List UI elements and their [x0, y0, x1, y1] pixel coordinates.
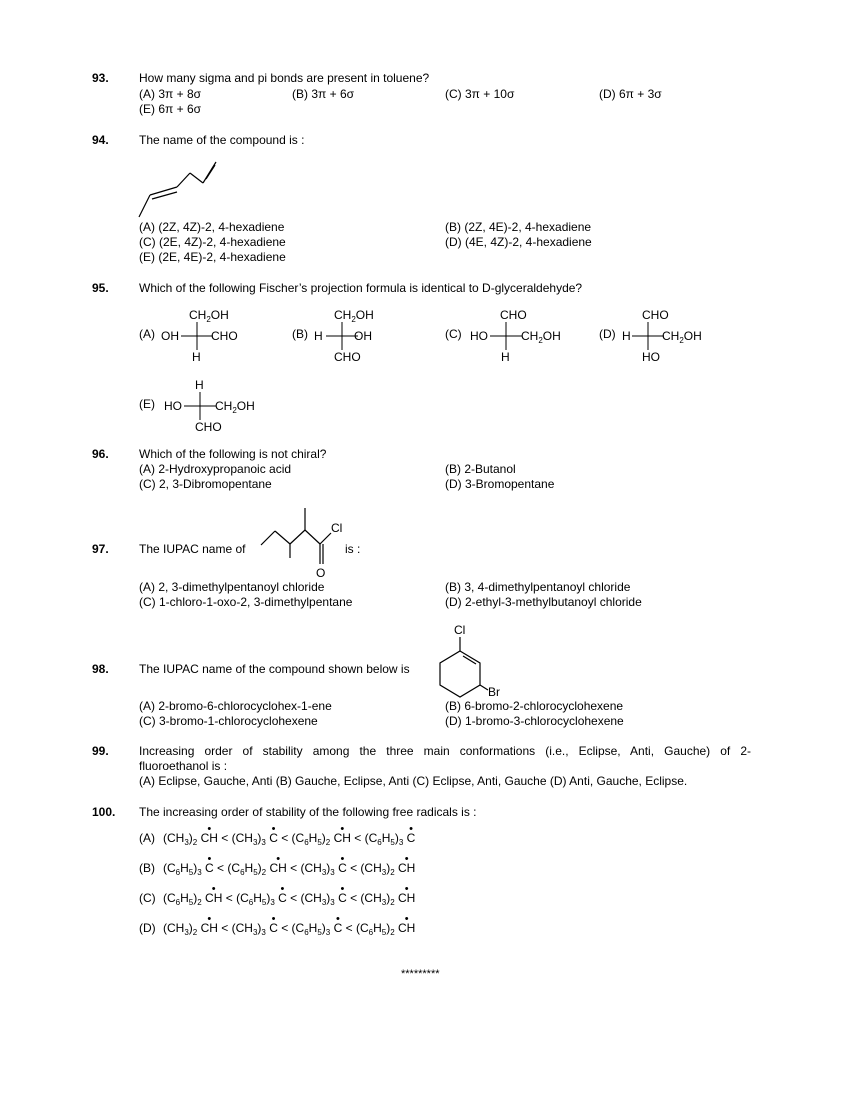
q100-number: 100. — [92, 805, 116, 819]
q94-option-c: (C) (2E, 4Z)-2, 4-hexadiene — [139, 235, 286, 249]
q98-option-a: (A) 2-bromo-6-chlorocyclohex-1-ene — [139, 699, 332, 713]
q94-option-e: (E) (2E, 4E)-2, 4-hexadiene — [139, 250, 286, 264]
q99-number: 99. — [92, 744, 109, 758]
q93-option-d: (D) 6π + 3σ — [599, 87, 662, 101]
q98-option-d: (D) 1-bromo-3-chlorocyclohexene — [445, 714, 624, 728]
radical-term: $(C_6H_5)_3$ • C — [292, 921, 343, 935]
radical-center: • CH — [334, 831, 351, 846]
radical-center: • CH — [398, 921, 415, 936]
q100-option-label: (B) — [139, 861, 155, 875]
radical-term: $(C_6H_5)_3$ • C — [163, 861, 214, 875]
q97-option-a: (A) 2, 3-dimethylpentanoyl chloride — [139, 580, 325, 594]
radical-term: $(CH_3)_2$ • CH — [163, 921, 218, 935]
q100-option-label: (D) — [139, 921, 156, 935]
radical-center: • CH — [201, 831, 218, 846]
q94-option-d: (D) (4E, 4Z)-2, 4-hexadiene — [445, 235, 592, 249]
q98-number: 98. — [92, 662, 109, 676]
radical-center: • CH — [398, 891, 415, 906]
q93-option-c: (C) 3π + 10σ — [445, 87, 515, 101]
radical-term: $(C_6H_5)_2$ • CH — [163, 891, 222, 905]
radical-term: $(CH_3)_3$ • C — [300, 891, 346, 905]
fischer-d-left: H — [622, 329, 631, 343]
radical-center: • CH — [269, 861, 286, 876]
order-separator: < — [346, 861, 361, 875]
q100-option-d — [139, 921, 415, 936]
radical-term: $(CH_3)_2$ • CH — [360, 861, 415, 875]
radical-center: • C — [269, 921, 278, 936]
q95-number: 95. — [92, 281, 109, 295]
q100-option-label: (A) — [139, 831, 155, 845]
fischer-d — [599, 306, 729, 366]
fischer-b — [292, 306, 412, 366]
order-separator: < — [277, 831, 292, 845]
q99-text-line1: Increasing order of stability among the three main conformations (i.e., Eclipse, Anti, Gauche) of 2- — [139, 744, 751, 758]
fischer-b-bottom: CHO — [334, 350, 361, 364]
order-separator: < — [346, 891, 361, 905]
q97-number: 97. — [92, 542, 109, 556]
fischer-e — [139, 376, 269, 436]
fischer-b-label: (B) — [292, 327, 308, 341]
fischer-e-label: (E) — [139, 397, 155, 411]
q97-structure — [255, 500, 345, 580]
radical-center: • C — [338, 891, 347, 906]
fischer-e-top: H — [195, 378, 204, 392]
q100-option-b — [139, 861, 415, 876]
order-separator: < — [350, 831, 365, 845]
fischer-a-bottom: H — [192, 350, 201, 364]
fischer-d-label: (D) — [599, 327, 616, 341]
radical-center: • CH — [201, 921, 218, 936]
q98-text: The IUPAC name of the compound shown below is — [139, 662, 410, 676]
q96-text: Which of the following is not chiral? — [139, 447, 327, 461]
order-separator: < — [277, 921, 292, 935]
q94-option-b: (B) (2Z, 4E)-2, 4-hexadiene — [445, 220, 592, 234]
q96-option-b: (B) 2-Butanol — [445, 462, 516, 476]
q100-option-a — [139, 831, 415, 846]
q96-option-a: (A) 2-Hydroxypropanoic acid — [139, 462, 292, 476]
order-separator: < — [213, 861, 228, 875]
fischer-a-left: OH — [161, 329, 179, 343]
q98-cl-label: Cl — [454, 623, 466, 637]
radical-term: $(CH_3)_3$ • C — [232, 921, 278, 935]
radical-term: $(C_6H_5)_3$ • C — [365, 831, 416, 845]
fischer-a — [139, 306, 259, 366]
q93-option-b: (B) 3π + 6σ — [292, 87, 355, 101]
radical-center: • C — [278, 891, 287, 906]
footer-asterisks: ********* — [401, 968, 440, 980]
order-separator: < — [217, 921, 232, 935]
q99-options: (A) Eclipse, Gauche, Anti (B) Gauche, Eclipse, Anti (C) Eclipse, Anti, Gauche (D) Anti, Gauche, Eclipse. — [139, 774, 688, 788]
q93-text: How many sigma and pi bonds are present in toluene? — [139, 71, 430, 85]
fischer-c-label: (C) — [445, 327, 462, 341]
q99-text-line2: fluoroethanol is : — [139, 759, 228, 773]
fischer-d-right: $CH_2OH$ — [662, 329, 702, 345]
hexadiene-structure — [135, 155, 225, 225]
radical-term: $(CH_3)_2$ • CH — [163, 831, 218, 845]
fischer-c — [445, 306, 575, 366]
q97-o-label: O — [316, 566, 326, 580]
fischer-b-top: $CH_2OH$ — [334, 308, 374, 324]
fischer-c-left: HO — [470, 329, 488, 343]
radical-term: $(C_6H_5)_2$ • CH — [356, 921, 415, 935]
radical-center: • C — [269, 831, 278, 846]
q93-number: 93. — [92, 71, 109, 85]
q98-option-c: (C) 3-bromo-1-chlorocyclohexene — [139, 714, 318, 728]
fischer-e-left: HO — [164, 399, 182, 413]
radical-center: • C — [205, 861, 214, 876]
fischer-e-right: $CH_2OH$ — [215, 399, 255, 415]
q96-number: 96. — [92, 447, 109, 461]
q97-option-b: (B) 3, 4-dimethylpentanoyl chloride — [445, 580, 631, 594]
q94-number: 94. — [92, 133, 109, 147]
order-separator: < — [286, 891, 301, 905]
q97-option-c: (C) 1-chloro-1-oxo-2, 3-dimethylpentane — [139, 595, 353, 609]
q97-text-after: is : — [345, 542, 361, 556]
fischer-d-bottom: HO — [642, 350, 660, 364]
radical-center: • CH — [398, 861, 415, 876]
fischer-a-label: (A) — [139, 327, 155, 341]
fischer-e-bottom: CHO — [195, 420, 222, 434]
order-separator: < — [222, 891, 237, 905]
radical-center: • CH — [205, 891, 222, 906]
q100-option-label: (C) — [139, 891, 156, 905]
fischer-a-top: $CH_2OH$ — [189, 308, 229, 324]
q93-option-e: (E) 6π + 6σ — [139, 102, 202, 116]
radical-center: • C — [334, 921, 343, 936]
radical-center: • C — [407, 831, 416, 846]
q96-option-c: (C) 2, 3-Dibromopentane — [139, 477, 272, 491]
order-separator: < — [286, 861, 301, 875]
fischer-b-left: H — [314, 329, 323, 343]
q98-cyclohexene-structure — [436, 622, 506, 700]
fischer-b-right: OH — [354, 329, 372, 343]
q97-option-d: (D) 2-ethyl-3-methylbutanoyl chloride — [445, 595, 642, 609]
fischer-a-right: CHO — [211, 329, 238, 343]
fischer-c-right: $CH_2OH$ — [521, 329, 561, 345]
order-separator: < — [342, 921, 356, 935]
radical-center: • C — [338, 861, 347, 876]
q100-option-c — [139, 891, 415, 906]
fischer-d-top: CHO — [642, 308, 669, 322]
radical-term: $(C_6H_5)_3$ • C — [236, 891, 287, 905]
q95-text: Which of the following Fischer’s projection formula is identical to D-glyceraldehyde? — [139, 281, 583, 295]
fischer-c-bottom: H — [501, 350, 510, 364]
q94-option-a: (A) (2Z, 4Z)-2, 4-hexadiene — [139, 220, 285, 234]
fischer-c-top: CHO — [500, 308, 527, 322]
radical-term: $(CH_3)_3$ • C — [232, 831, 278, 845]
q96-option-d: (D) 3-Bromopentane — [445, 477, 555, 491]
radical-term: $(C_6H_5)_2$ • CH — [292, 831, 351, 845]
q93-option-a: (A) 3π + 8σ — [139, 87, 202, 101]
radical-term: $(CH_3)_3$ • C — [300, 861, 346, 875]
q100-text: The increasing order of stability of the following free radicals is : — [139, 805, 477, 819]
q97-text-before: The IUPAC name of — [139, 542, 246, 556]
q98-option-b: (B) 6-bromo-2-chlorocyclohexene — [445, 699, 624, 713]
q97-cl-label: Cl — [331, 521, 343, 535]
radical-term: $(CH_3)_2$ • CH — [360, 891, 415, 905]
q94-text: The name of the compound is : — [139, 133, 305, 147]
order-separator: < — [217, 831, 232, 845]
radical-term: $(C_6H_5)_2$ • CH — [227, 861, 286, 875]
q98-br-label: Br — [488, 685, 500, 699]
